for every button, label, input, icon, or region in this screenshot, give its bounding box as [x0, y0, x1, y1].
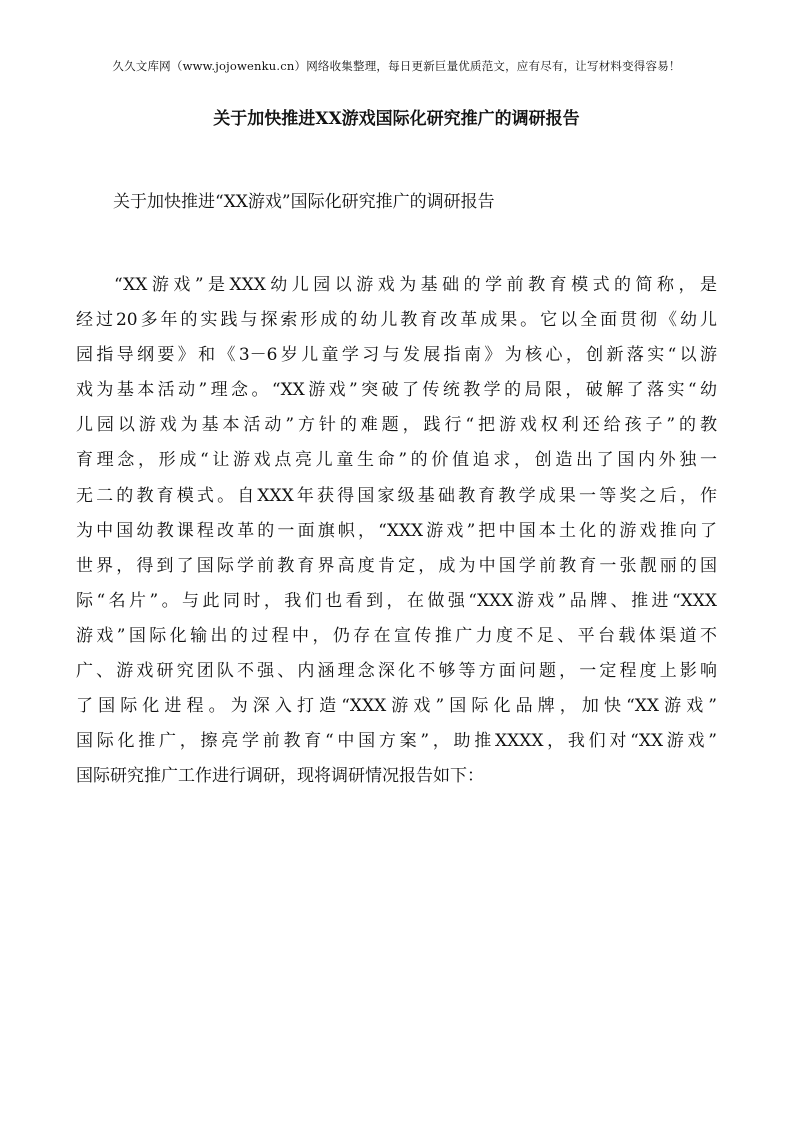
- paragraph-line: 儿园以游戏为基本活动”方针的难题，践行“把游戏权利还给孩子”的教: [76, 415, 717, 436]
- paragraph-line: 广、游戏研究团队不强、内涵理念深化不够等方面问题，一定程度上影响: [76, 661, 717, 682]
- site-header-notice: 久久文库网（www.jojowenku.cn）网络收集整理，每日更新巨量优质范文，应有尽有，让写材料变得容易！: [112, 59, 681, 73]
- document-title: 关于加快推进XX游戏国际化研究推广的调研报告: [213, 109, 580, 129]
- paragraph-line: 国际研究推广工作进行调研，现将调研情况报告如下：: [76, 766, 484, 787]
- paragraph-line: 为中国幼教课程改革的一面旗帜，“XXX游戏”把中国本土化的游戏推向了: [76, 520, 717, 541]
- paragraph-line: 际“名片”。与此同时，我们也看到，在做强“XXX游戏”品牌、推进“XXX: [76, 590, 717, 611]
- paragraph-line: “XX游戏”是XXX幼儿园以游戏为基础的学前教育模式的简称，是: [114, 275, 717, 295]
- paragraph-line: 无二的教育模式。自XXX年获得国家级基础教育教学成果一等奖之后，作: [76, 485, 717, 506]
- paragraph-line: 国际化推广，擦亮学前教育“中国方案”，助推XXXX，我们对“XX游戏”: [76, 731, 717, 752]
- paragraph-line: 园指导纲要》和《3－6岁儿童学习与发展指南》为核心，创新落实“以游: [76, 345, 717, 366]
- paragraph-line: 了国际化进程。为深入打造“XXX游戏”国际化品牌，加快“XX游戏”: [76, 696, 717, 717]
- paragraph-line: 戏为基本活动”理念。“XX游戏”突破了传统教学的局限，破解了落实“幼: [76, 380, 717, 401]
- document-subtitle: 关于加快推进“XX游戏”国际化研究推广的调研报告: [113, 192, 495, 212]
- paragraph-line: 育理念，形成“让游戏点亮儿童生命”的价值追求，创造出了国内外独一: [76, 450, 717, 471]
- paragraph-line: 经过20多年的实践与探索形成的幼儿教育改革成果。它以全面贯彻《幼儿: [76, 310, 717, 331]
- paragraph-line: 游戏”国际化输出的过程中，仍存在宣传推广力度不足、平台载体渠道不: [76, 625, 717, 646]
- body-paragraph: [76, 268, 717, 794]
- paragraph-line: 世界，得到了国际学前教育界高度肯定，成为中国学前教育一张靓丽的国: [76, 555, 717, 576]
